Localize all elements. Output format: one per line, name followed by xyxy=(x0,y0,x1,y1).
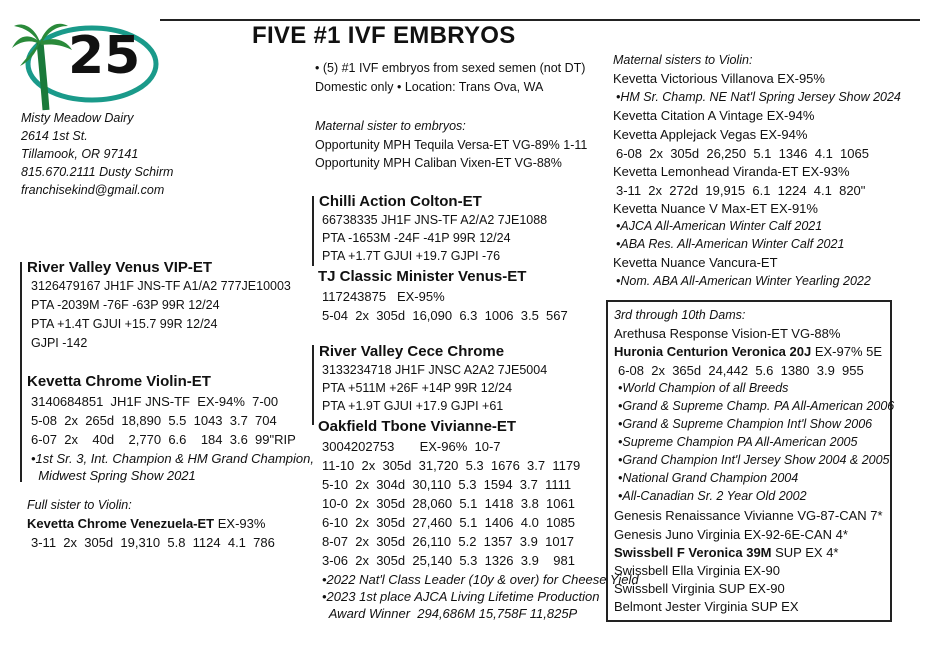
vivianne-record: 3-06 2x 305d 25,140 5.3 1326 3.9 981 xyxy=(322,553,575,568)
maternal-sisters-violin-label: Maternal sisters to Violin: xyxy=(613,53,753,67)
dam-line: Belmont Jester Virginia SUP EX xyxy=(614,599,799,614)
maternal-sister-note: •HM Sr. Champ. NE Nat'l Spring Jersey Show 2024 xyxy=(616,90,901,104)
maternal-sister-line: Kevetta Applejack Vegas EX-94% xyxy=(613,127,808,142)
violin-name: Kevetta Chrome Violin-ET xyxy=(27,373,211,390)
intro-line-1: • (5) #1 IVF embryos from sexed semen (not DT) xyxy=(315,61,586,75)
dam-note: •World Champion of all Breeds xyxy=(618,381,789,395)
violin-note: •1st Sr. 3, Int. Champion & HM Grand Champion, xyxy=(31,451,314,466)
venus-line: GJPI -142 xyxy=(31,336,88,350)
cece-bar xyxy=(312,345,314,425)
venus-line: PTA -2039M -76F -63P 99R 12/24 xyxy=(31,298,220,312)
colton-line: PTA +1.7T GJUI +19.7 GJPI -76 xyxy=(322,249,501,263)
minister-line: 117243875 EX-95% xyxy=(322,289,445,304)
intro-line-2: Domestic only • Location: Trans Ova, WA xyxy=(315,80,544,94)
maternal-sister-line: Kevetta Nuance Vancura-ET xyxy=(613,255,778,270)
maternal-sister-record: 3-11 2x 272d 19,915 6.1 1224 4.1 820" xyxy=(616,183,866,198)
dams-label: 3rd through 10th Dams: xyxy=(614,308,746,322)
full-sister-score: EX-93% xyxy=(217,516,266,531)
violin-line: 5-08 2x 265d 18,890 5.5 1043 3.7 704 xyxy=(31,413,277,428)
maternal-sister-embryos-line: Opportunity MPH Tequila Versa-ET VG-89% 1-11 xyxy=(315,138,588,152)
venus-bar xyxy=(20,262,22,372)
consignor-address-2: Tillamook, OR 97141 xyxy=(21,147,139,161)
violin-line: 3140684851 JH1F JNS-TF EX-94% 7-00 xyxy=(31,394,279,409)
vivianne-record: 6-10 2x 305d 27,460 5.1 1406 4.0 1085 xyxy=(322,515,575,530)
dam-name: Swissbell F Veronica 39M xyxy=(614,545,772,560)
maternal-sister-embryos-label: Maternal sister to embryos: xyxy=(315,119,466,133)
maternal-sister-note: •ABA Res. All-American Winter Calf 2021 xyxy=(616,237,845,251)
minister-line: 5-04 2x 305d 16,090 6.3 1006 3.5 567 xyxy=(322,308,568,323)
maternal-sister-line: Kevetta Nuance V Max-ET EX-91% xyxy=(613,201,818,216)
cece-line: PTA +511M +26F +14P 99R 12/24 xyxy=(322,381,513,395)
page-title: FIVE #1 IVF EMBRYOS xyxy=(252,22,516,49)
maternal-sister-note: •Nom. ABA All-American Winter Yearling 2022 xyxy=(616,274,871,288)
vivianne-note: •2023 1st place AJCA Living Lifetime Production xyxy=(322,589,600,604)
consignor-name: Misty Meadow Dairy xyxy=(21,111,134,125)
dam-note: •All-Canadian Sr. 2 Year Old 2002 xyxy=(618,489,807,503)
colton-bar xyxy=(312,196,314,266)
dam-line-swissbell-veronica xyxy=(614,544,838,561)
minister-name: TJ Classic Minister Venus-ET xyxy=(318,268,527,285)
full-sister-record: 3-11 2x 305d 19,310 5.8 1124 4.1 786 xyxy=(31,535,275,550)
full-sister-label: Full sister to Violin: xyxy=(27,498,132,512)
dam-line: Genesis Juno Virginia EX-92-6E-CAN 4* xyxy=(614,527,848,542)
dam-line: Swissbell Ella Virginia EX-90 xyxy=(614,563,780,578)
consignor-email: franchisekind@gmail.com xyxy=(21,183,165,197)
vivianne-record: 5-10 2x 304d 30,110 5.3 1594 3.7 1111 xyxy=(322,477,572,492)
violin-line: 6-07 2x 40d 2,770 6.6 184 3.6 99"RIP xyxy=(31,432,296,447)
venus-line: PTA +1.4T GJUI +15.7 99R 12/24 xyxy=(31,317,218,331)
colton-line: 66738335 JH1F JNS-TF A2/A2 7JE1088 xyxy=(322,213,548,227)
cece-line: PTA +1.9T GJUI +17.9 GJPI +61 xyxy=(322,399,504,413)
maternal-sister-embryos-line: Opportunity MPH Caliban Vixen-ET VG-88% xyxy=(315,156,562,170)
dam-note: •Grand Champion Int'l Jersey Show 2004 & 2005 xyxy=(618,453,890,467)
vivianne-record: 10-0 2x 305d 28,060 5.1 1418 3.8 1061 xyxy=(322,496,575,511)
vivianne-note: •2022 Nat'l Class Leader (10y & over) for Cheese Yield xyxy=(322,572,639,587)
venus-name: River Valley Venus VIP-ET xyxy=(27,259,213,276)
violin-bar xyxy=(20,372,22,482)
maternal-sister-record: 6-08 2x 305d 26,250 5.1 1346 4.1 1065 xyxy=(616,146,869,161)
dam-note: •Supreme Champion PA All-American 2005 xyxy=(618,435,858,449)
vivianne-record: 8-07 2x 305d 26,110 5.2 1357 3.9 1017 xyxy=(322,534,575,549)
consignor-phone: 815.670.2111 Dusty Schirm xyxy=(21,165,174,179)
vivianne-record: 11-10 2x 305d 31,720 5.3 1676 3.7 1179 xyxy=(322,458,581,473)
consignor-address-1: 2614 1st St. xyxy=(21,129,88,143)
maternal-sister-line: Kevetta Citation A Vintage EX-94% xyxy=(613,108,815,123)
colton-name: Chilli Action Colton-ET xyxy=(319,193,482,210)
vivianne-name: Oakfield Tbone Vivianne-ET xyxy=(318,418,517,435)
dam-line: Arethusa Response Vision-ET VG-88% xyxy=(614,326,841,341)
vivianne-note: Award Winner 294,686M 15,758F 11,825P xyxy=(322,606,578,621)
dam-note: •Grand & Supreme Champ. PA All-American 2006 xyxy=(618,399,895,413)
dam-note: •Grand & Supreme Champion Int'l Show 2006 xyxy=(618,417,873,431)
venus-line: 3126479167 JH1F JNS-TF A1/A2 777JE10003 xyxy=(31,279,291,293)
dam-line-veronica xyxy=(614,343,882,360)
lot-logo xyxy=(10,14,160,114)
full-sister-name-line xyxy=(27,515,265,532)
dam-line: Genesis Renaissance Vivianne VG-87-CAN 7* xyxy=(614,508,883,523)
maternal-sister-line: Kevetta Victorious Villanova EX-95% xyxy=(613,71,825,86)
dam-record: 6-08 2x 365d 24,442 5.6 1380 3.9 955 xyxy=(618,363,864,378)
maternal-sister-line: Kevetta Lemonhead Viranda-ET EX-93% xyxy=(613,164,850,179)
dam-line: Swissbell Virginia SUP EX-90 xyxy=(614,581,785,596)
dam-note: •National Grand Champion 2004 xyxy=(618,471,799,485)
maternal-sister-note: •AJCA All-American Winter Calf 2021 xyxy=(616,219,823,233)
dam-name: Huronia Centurion Veronica 20J xyxy=(614,344,812,359)
dam-score: EX-97% 5E xyxy=(811,344,883,359)
cece-line: 3133234718 JH1F JNSC A2A2 7JE5004 xyxy=(322,363,548,377)
vivianne-id: 3004202753 EX-96% 10-7 xyxy=(322,439,501,454)
lot-number: 25 xyxy=(68,26,141,86)
header-rule xyxy=(160,19,920,21)
colton-line: PTA -1653M -24F -41P 99R 12/24 xyxy=(322,231,511,245)
cece-name: River Valley Cece Chrome xyxy=(319,343,505,360)
dam-score: SUP EX 4* xyxy=(771,545,839,560)
violin-note: Midwest Spring Show 2021 xyxy=(31,468,196,483)
full-sister-name: Kevetta Chrome Venezuela-ET xyxy=(27,516,215,531)
